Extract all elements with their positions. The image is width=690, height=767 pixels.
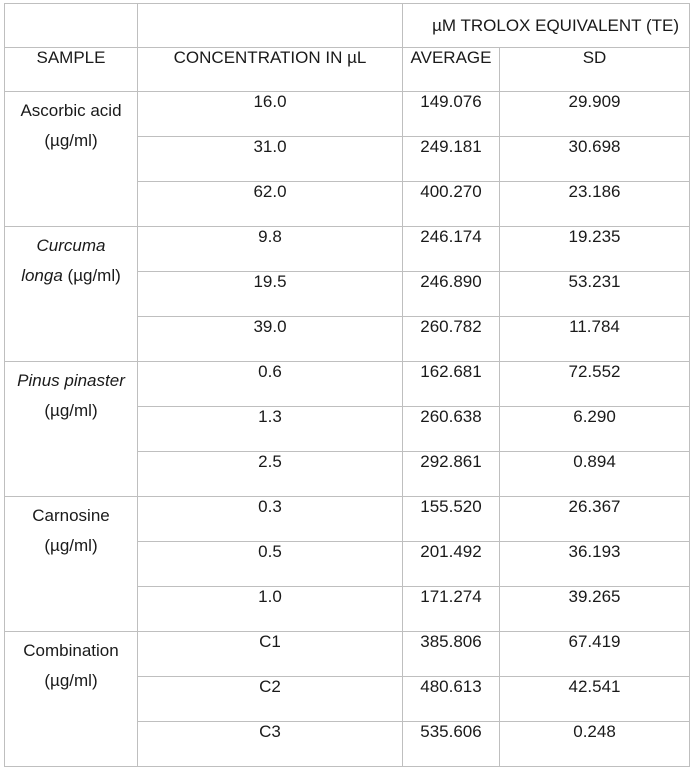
average-cell: 155.520 xyxy=(403,497,500,542)
sd-cell: 42.541 xyxy=(500,677,690,722)
concentration-cell: 1.3 xyxy=(138,407,403,452)
sd-cell: 53.231 xyxy=(500,272,690,317)
column-header-concentration: CONCENTRATION IN µL xyxy=(138,48,403,92)
average-cell: 385.806 xyxy=(403,632,500,677)
sample-unit: (µg/ml) xyxy=(44,671,98,690)
sample-combination xyxy=(5,632,138,767)
header-empty-cell-2 xyxy=(138,4,403,48)
concentration-cell: 16.0 xyxy=(138,92,403,137)
sd-cell: 0.894 xyxy=(500,452,690,497)
column-header-sd: SD xyxy=(500,48,690,92)
average-cell: 292.861 xyxy=(403,452,500,497)
table-row xyxy=(5,227,690,272)
average-cell: 149.076 xyxy=(403,92,500,137)
sample-name: Ascorbic acid xyxy=(20,101,122,120)
average-cell: 535.606 xyxy=(403,722,500,767)
concentration-cell: 0.3 xyxy=(138,497,403,542)
sd-cell: 23.186 xyxy=(500,182,690,227)
table-row xyxy=(5,632,690,677)
average-cell: 246.174 xyxy=(403,227,500,272)
sd-cell: 0.248 xyxy=(500,722,690,767)
average-cell: 400.270 xyxy=(403,182,500,227)
sd-cell: 67.419 xyxy=(500,632,690,677)
concentration-cell: 0.5 xyxy=(138,542,403,587)
sample-name: Curcuma xyxy=(36,236,106,255)
sd-cell: 39.265 xyxy=(500,587,690,632)
table-row xyxy=(5,92,690,137)
header-row-columns xyxy=(5,48,690,92)
sd-cell: 11.784 xyxy=(500,317,690,362)
average-cell: 246.890 xyxy=(403,272,500,317)
concentration-cell: 2.5 xyxy=(138,452,403,497)
average-cell: 249.181 xyxy=(403,137,500,182)
sample-pinus-pinaster xyxy=(5,362,138,497)
sample-name-part: longa xyxy=(21,266,63,285)
sample-carnosine xyxy=(5,497,138,632)
concentration-cell: 19.5 xyxy=(138,272,403,317)
sd-cell: 29.909 xyxy=(500,92,690,137)
sample-unit: (µg/ml) xyxy=(44,131,98,150)
concentration-cell: 9.8 xyxy=(138,227,403,272)
average-cell: 260.782 xyxy=(403,317,500,362)
average-cell: 201.492 xyxy=(403,542,500,587)
sd-cell: 26.367 xyxy=(500,497,690,542)
sample-unit: (µg/ml) xyxy=(44,401,98,420)
sample-unit-line xyxy=(5,261,137,291)
sample-ascorbic-acid xyxy=(5,92,138,227)
average-cell: 171.274 xyxy=(403,587,500,632)
sample-name: Combination xyxy=(23,641,119,660)
sd-cell: 72.552 xyxy=(500,362,690,407)
sd-cell: 6.290 xyxy=(500,407,690,452)
sample-name: Carnosine xyxy=(32,506,110,525)
sample-unit: (µg/ml) xyxy=(44,536,98,555)
concentration-cell: 62.0 xyxy=(138,182,403,227)
column-header-sample: SAMPLE xyxy=(5,48,138,92)
sample-unit: (µg/ml) xyxy=(62,266,121,285)
sample-curcuma-longa xyxy=(5,227,138,362)
sd-cell: 30.698 xyxy=(500,137,690,182)
concentration-cell: C2 xyxy=(138,677,403,722)
sd-cell: 19.235 xyxy=(500,227,690,272)
table-row xyxy=(5,497,690,542)
average-cell: 162.681 xyxy=(403,362,500,407)
trolox-table xyxy=(4,3,690,767)
column-header-average: AVERAGE xyxy=(403,48,500,92)
concentration-cell: 1.0 xyxy=(138,587,403,632)
concentration-cell: 31.0 xyxy=(138,137,403,182)
te-group-header: µM TROLOX EQUIVALENT (TE) xyxy=(403,4,690,48)
concentration-cell: 0.6 xyxy=(138,362,403,407)
sd-cell: 36.193 xyxy=(500,542,690,587)
concentration-cell: C3 xyxy=(138,722,403,767)
sample-name: Pinus pinaster xyxy=(17,371,125,390)
header-empty-cell-1 xyxy=(5,4,138,48)
concentration-cell: C1 xyxy=(138,632,403,677)
table-row xyxy=(5,362,690,407)
concentration-cell: 39.0 xyxy=(138,317,403,362)
average-cell: 260.638 xyxy=(403,407,500,452)
average-cell: 480.613 xyxy=(403,677,500,722)
header-row-group xyxy=(5,4,690,48)
